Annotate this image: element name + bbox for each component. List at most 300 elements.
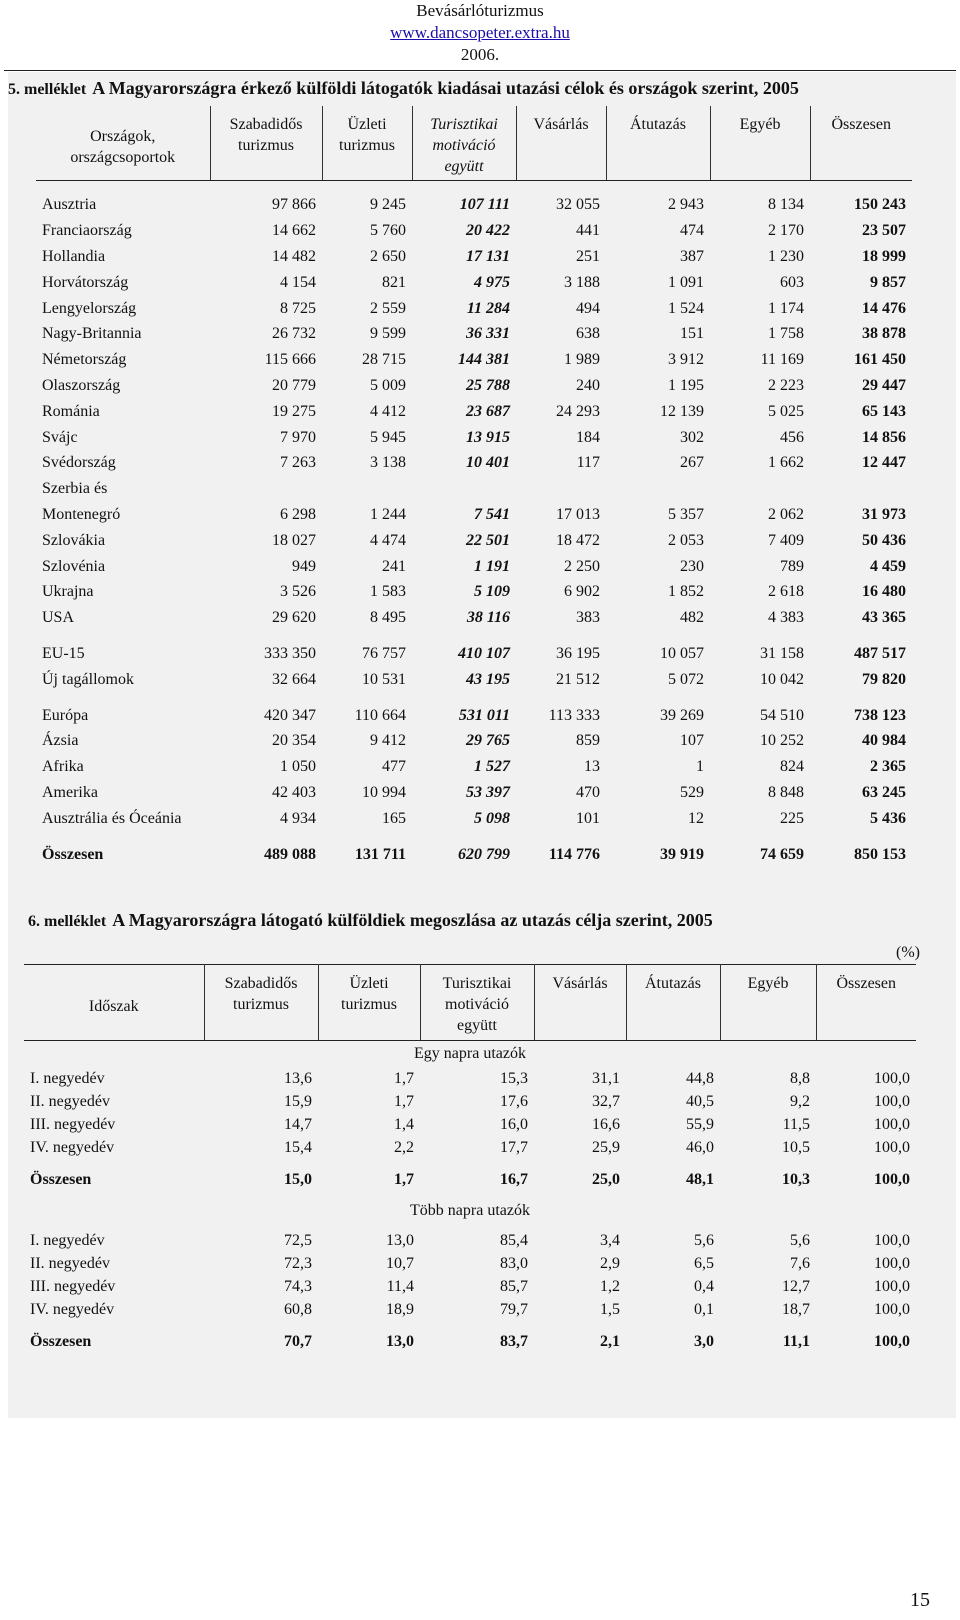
cell-value: 1,7 xyxy=(394,1092,414,1110)
cell-value: 1 244 xyxy=(370,505,406,523)
column-header: Átutazás xyxy=(626,965,720,1041)
cell-value: 16,0 xyxy=(500,1115,528,1133)
cell-value: 1 230 xyxy=(768,247,804,265)
cell-value: 1 xyxy=(696,758,704,776)
cell-value: 21 512 xyxy=(556,670,600,688)
cell-value: 11,4 xyxy=(386,1277,414,1295)
row-label: II. negyedév xyxy=(30,1254,110,1272)
cell-value: 441 xyxy=(576,222,600,240)
cell-value: 603 xyxy=(780,273,804,291)
table-row xyxy=(24,1090,916,1113)
cell-value: 7 970 xyxy=(280,428,316,446)
cell-value: 150 243 xyxy=(854,196,906,214)
cell-value: 489 088 xyxy=(264,845,316,863)
cell-value: 15,4 xyxy=(284,1138,312,1156)
cell-value: 2 053 xyxy=(668,531,704,549)
row-label: IV. negyedév xyxy=(30,1300,115,1318)
cell-value: 25,0 xyxy=(592,1171,620,1188)
cell-value: 70,7 xyxy=(284,1333,312,1350)
cell-value: 38 878 xyxy=(862,325,906,343)
cell-value: 72,3 xyxy=(284,1254,312,1272)
row-label: Összesen xyxy=(30,1333,92,1350)
cell-value: 0,4 xyxy=(694,1277,714,1295)
cell-value: 11,5 xyxy=(782,1115,810,1133)
table-row xyxy=(24,1252,916,1275)
total-row xyxy=(24,1167,916,1193)
cell-value: 529 xyxy=(680,783,704,801)
cell-value: 333 350 xyxy=(264,644,316,662)
cell-value: 31 973 xyxy=(862,505,906,523)
cell-value: 100,0 xyxy=(874,1138,910,1156)
cell-value: 2 062 xyxy=(768,505,804,523)
cell-value: 1 852 xyxy=(668,583,704,601)
cell-value: 18,9 xyxy=(386,1300,414,1318)
cell-value: 859 xyxy=(576,732,600,750)
row-label: Svájc xyxy=(42,428,78,446)
cell-value: 420 347 xyxy=(264,706,316,724)
cell-value: 470 xyxy=(576,783,600,801)
cell-value: 9 857 xyxy=(870,273,906,291)
cell-value: 531 011 xyxy=(458,706,510,724)
cell-value: 25,9 xyxy=(592,1138,620,1156)
row-label: Ausztrália és Óceánia xyxy=(42,809,182,827)
section-row xyxy=(24,1041,916,1068)
table6-unit: (%) xyxy=(896,944,920,961)
spacer-row xyxy=(24,1321,916,1329)
cell-value: 1 989 xyxy=(564,351,600,369)
cell-value xyxy=(210,476,322,502)
spacer-row xyxy=(36,832,912,842)
cell-value: 6 298 xyxy=(280,505,316,523)
cell-value: 12 447 xyxy=(862,454,906,472)
cell-value: 7 541 xyxy=(474,505,510,523)
cell-value: 11,1 xyxy=(782,1333,810,1350)
cell-value: 44,8 xyxy=(686,1069,714,1087)
cell-value: 1 174 xyxy=(768,299,804,317)
table-row xyxy=(36,450,912,476)
row-label: Szlovénia xyxy=(42,557,106,575)
table-row xyxy=(36,476,912,502)
cell-value: 5 098 xyxy=(474,809,510,827)
cell-value: 11 169 xyxy=(760,351,804,369)
table6-tag: 6. melléklet xyxy=(28,913,107,930)
cell-value: 620 799 xyxy=(458,845,510,863)
cell-value: 1,2 xyxy=(600,1277,620,1295)
cell-value: 850 153 xyxy=(854,845,906,863)
cell-value: 24 293 xyxy=(556,402,600,420)
cell-value: 2 170 xyxy=(768,222,804,240)
cell-value xyxy=(516,476,606,502)
column-header: Üzleti turizmus xyxy=(322,106,412,180)
cell-value: 74,3 xyxy=(284,1277,312,1295)
cell-value: 4 154 xyxy=(280,273,316,291)
cell-value: 12 139 xyxy=(660,402,704,420)
cell-value: 15,9 xyxy=(284,1092,312,1110)
cell-value: 474 xyxy=(680,222,704,240)
column-header: Vásárlás xyxy=(534,965,626,1041)
cell-value: 13,0 xyxy=(386,1231,414,1249)
cell-value: 76 757 xyxy=(362,644,406,662)
cell-value: 65 143 xyxy=(862,402,906,420)
table-row xyxy=(36,780,912,806)
cell-value: 638 xyxy=(576,325,600,343)
table-row xyxy=(36,502,912,528)
cell-value: 38 116 xyxy=(466,609,510,627)
cell-value: 39 919 xyxy=(660,845,704,863)
spacer-row xyxy=(36,693,912,703)
table5 xyxy=(36,106,912,868)
cell-value: 100,0 xyxy=(874,1333,910,1350)
cell-value: 107 xyxy=(680,732,704,750)
table-row xyxy=(36,193,912,219)
cell-value xyxy=(810,476,912,502)
row-label: Szlovákia xyxy=(42,531,106,549)
cell-value: 949 xyxy=(292,557,316,575)
cell-value: 17,7 xyxy=(500,1138,528,1156)
cell-value: 9 412 xyxy=(370,732,406,750)
column-header: Turisztikai motiváció együtt xyxy=(420,965,534,1041)
cell-value: 3,0 xyxy=(694,1333,714,1350)
cell-value: 5 009 xyxy=(370,376,406,394)
row-label: Nagy-Britannia xyxy=(42,325,142,343)
cell-value: 100,0 xyxy=(874,1115,910,1133)
row-label: Afrika xyxy=(42,758,84,776)
table-row xyxy=(36,244,912,270)
row-label: Franciaország xyxy=(42,222,132,240)
cell-value: 18 999 xyxy=(862,247,906,265)
cell-value: 1 191 xyxy=(474,557,510,575)
cell-value: 1 050 xyxy=(280,758,316,776)
cell-value: 32,7 xyxy=(592,1092,620,1110)
cell-value: 17 013 xyxy=(556,505,600,523)
cell-value: 5,6 xyxy=(694,1231,714,1249)
spacer-row xyxy=(36,631,912,641)
cell-value: 46,0 xyxy=(686,1138,714,1156)
cell-value: 114 776 xyxy=(548,845,600,863)
cell-value: 1 583 xyxy=(370,583,406,601)
cell-value: 54 510 xyxy=(760,706,804,724)
cell-value: 5 436 xyxy=(870,809,906,827)
cell-value: 2,1 xyxy=(600,1333,620,1350)
cell-value: 63 245 xyxy=(862,783,906,801)
table-row xyxy=(24,1067,916,1090)
cell-value: 74 659 xyxy=(760,845,804,863)
cell-value: 2 650 xyxy=(370,247,406,265)
cell-value: 15,3 xyxy=(500,1069,528,1087)
cell-value: 131 711 xyxy=(354,845,406,863)
cell-value: 1 758 xyxy=(768,325,804,343)
cell-value: 1,7 xyxy=(394,1171,414,1188)
cell-value: 5 760 xyxy=(370,222,406,240)
cell-value: 6 902 xyxy=(564,583,600,601)
cell-value: 3 526 xyxy=(280,583,316,601)
column-header: Üzleti turizmus xyxy=(318,965,420,1041)
table-row xyxy=(24,1113,916,1136)
cell-value: 165 xyxy=(382,809,406,827)
cell-value: 5 109 xyxy=(474,583,510,601)
table-row xyxy=(36,528,912,554)
row-label: Horvátország xyxy=(42,273,129,291)
cell-value: 1 527 xyxy=(474,758,510,776)
cell-value: 240 xyxy=(576,376,600,394)
cell-value: 387 xyxy=(680,247,704,265)
row-label: Összesen xyxy=(30,1171,92,1188)
row-label: USA xyxy=(42,609,75,627)
cell-value: 9 245 xyxy=(370,196,406,214)
cell-value: 10 042 xyxy=(760,670,804,688)
cell-value: 10,5 xyxy=(782,1138,810,1156)
cell-value: 477 xyxy=(382,758,406,776)
cell-value: 10 252 xyxy=(760,732,804,750)
cell-value: 0,1 xyxy=(694,1300,714,1318)
cell-value: 12 xyxy=(688,809,704,827)
row-label: III. negyedév xyxy=(30,1277,116,1295)
cell-value: 482 xyxy=(680,609,704,627)
cell-value: 100,0 xyxy=(874,1231,910,1249)
cell-value: 8 495 xyxy=(370,609,406,627)
column-header: Egyéb xyxy=(710,106,810,180)
cell-value: 43 365 xyxy=(862,609,906,627)
cell-value: 22 501 xyxy=(466,531,510,549)
cell-value: 267 xyxy=(680,454,704,472)
cell-value: 29 765 xyxy=(466,732,510,750)
cell-value: 8,8 xyxy=(790,1069,810,1087)
row-label: Európa xyxy=(42,706,89,724)
cell-value: 4 412 xyxy=(370,402,406,420)
cell-value: 17,6 xyxy=(500,1092,528,1110)
cell-value: 8 134 xyxy=(768,196,804,214)
cell-value: 3,4 xyxy=(600,1231,620,1249)
cell-value: 39 269 xyxy=(660,706,704,724)
cell-value: 7 263 xyxy=(280,454,316,472)
table5-header-row xyxy=(36,106,912,180)
cell-value: 101 xyxy=(576,809,600,827)
cell-value: 1,5 xyxy=(600,1300,620,1318)
header-year: 2006. xyxy=(460,45,500,64)
cell-value: 14 856 xyxy=(862,428,906,446)
cell-value: 738 123 xyxy=(854,706,906,724)
cell-value: 3 138 xyxy=(370,454,406,472)
row-label: IV. negyedév xyxy=(30,1138,115,1156)
table6 xyxy=(24,964,916,1355)
cell-value: 151 xyxy=(680,325,704,343)
cell-value: 55,9 xyxy=(686,1115,714,1133)
cell-value: 4 459 xyxy=(870,557,906,575)
cell-value: 115 666 xyxy=(264,351,316,369)
column-header: Összesen xyxy=(810,106,912,180)
cell-value: 31 158 xyxy=(760,644,804,662)
cell-value: 5,6 xyxy=(790,1231,810,1249)
spacer-row xyxy=(24,1159,916,1167)
cell-value: 1,7 xyxy=(394,1069,414,1087)
cell-value: 4 934 xyxy=(280,809,316,827)
cell-value: 8 848 xyxy=(768,783,804,801)
row-label: Montenegró xyxy=(42,505,121,523)
cell-value: 50 436 xyxy=(862,531,906,549)
cell-value: 5 357 xyxy=(668,505,704,523)
cell-value: 10 057 xyxy=(660,644,704,662)
cell-value: 107 111 xyxy=(459,196,510,214)
cell-value: 1,4 xyxy=(394,1115,414,1133)
table-row xyxy=(36,728,912,754)
cell-value: 14 476 xyxy=(862,299,906,317)
cell-value: 85,4 xyxy=(500,1231,528,1249)
row-label: EU-15 xyxy=(42,644,85,662)
row-label: Ausztria xyxy=(42,196,97,214)
cell-value: 4 474 xyxy=(370,531,406,549)
table-row xyxy=(24,1136,916,1159)
cell-value: 12,7 xyxy=(782,1277,810,1295)
cell-value: 487 517 xyxy=(854,644,906,662)
cell-value: 83,0 xyxy=(500,1254,528,1272)
table-row xyxy=(36,579,912,605)
cell-value: 383 xyxy=(576,609,600,627)
table-row xyxy=(36,321,912,347)
table-row xyxy=(36,703,912,729)
cell-value: 2 943 xyxy=(668,196,704,214)
cell-value: 2 559 xyxy=(370,299,406,317)
cell-value: 100,0 xyxy=(874,1300,910,1318)
cell-value: 18 027 xyxy=(272,531,316,549)
cell-value: 5 072 xyxy=(668,670,704,688)
cell-value: 824 xyxy=(780,758,804,776)
cell-value: 1 195 xyxy=(668,376,704,394)
table-row xyxy=(36,641,912,667)
row-label: Olaszország xyxy=(42,376,121,394)
table-row xyxy=(36,347,912,373)
table-row xyxy=(36,806,912,832)
cell-value: 97 866 xyxy=(272,196,316,214)
table6-body xyxy=(24,1041,916,1356)
row-label: Románia xyxy=(42,402,100,420)
cell-value: 85,7 xyxy=(500,1277,528,1295)
cell-value: 1 091 xyxy=(668,273,704,291)
cell-value xyxy=(710,476,810,502)
cell-value: 110 664 xyxy=(354,706,406,724)
cell-value: 29 447 xyxy=(862,376,906,394)
total-row xyxy=(24,1329,916,1355)
row-label: Ukrajna xyxy=(42,583,94,601)
cell-value: 31,1 xyxy=(592,1069,620,1087)
row-label: Új tagállomok xyxy=(42,670,134,688)
cell-value: 1 662 xyxy=(768,454,804,472)
cell-value: 302 xyxy=(680,428,704,446)
cell-value: 10,3 xyxy=(782,1171,810,1188)
cell-value: 2 618 xyxy=(768,583,804,601)
cell-value: 2 223 xyxy=(768,376,804,394)
cell-value: 11 284 xyxy=(466,299,510,317)
cell-value: 20 422 xyxy=(466,222,510,240)
cell-value: 42 403 xyxy=(272,783,316,801)
row-label: II. negyedév xyxy=(30,1092,110,1110)
cell-value: 18 472 xyxy=(556,531,600,549)
table6-header-row xyxy=(24,965,916,1041)
cell-value: 100,0 xyxy=(874,1069,910,1087)
row-label: I. negyedév xyxy=(30,1231,105,1249)
cell-value: 36 195 xyxy=(556,644,600,662)
cell-value xyxy=(606,476,710,502)
cell-value: 9 599 xyxy=(370,325,406,343)
cell-value: 83,7 xyxy=(500,1333,528,1350)
row-label: Németország xyxy=(42,351,127,369)
column-header: Országok, országcsoportok xyxy=(36,106,210,180)
cell-value: 48,1 xyxy=(686,1171,714,1188)
row-label: Szerbia és xyxy=(42,480,108,498)
column-header: Vásárlás xyxy=(516,106,606,180)
cell-value: 14 482 xyxy=(272,247,316,265)
cell-value: 3 188 xyxy=(564,273,600,291)
cell-value: 5 945 xyxy=(370,428,406,446)
cell-value: 113 333 xyxy=(548,706,600,724)
cell-value: 10,7 xyxy=(386,1254,414,1272)
cell-value: 100,0 xyxy=(874,1092,910,1110)
cell-value: 7 409 xyxy=(768,531,804,549)
cell-value: 821 xyxy=(382,273,406,291)
cell-value: 161 450 xyxy=(854,351,906,369)
column-header: Szabadidős turizmus xyxy=(204,965,318,1041)
cell-value: 184 xyxy=(576,428,600,446)
cell-value: 14,7 xyxy=(284,1115,312,1133)
cell-value: 43 195 xyxy=(466,670,510,688)
cell-value: 10 401 xyxy=(466,454,510,472)
cell-value: 100,0 xyxy=(874,1254,910,1272)
cell-value: 23 687 xyxy=(466,402,510,420)
table-row xyxy=(36,373,912,399)
cell-value: 60,8 xyxy=(284,1300,312,1318)
cell-value: 9,2 xyxy=(790,1092,810,1110)
cell-value: 79,7 xyxy=(500,1300,528,1318)
row-label: Összesen xyxy=(42,845,104,863)
cell-value: 225 xyxy=(780,809,804,827)
header-url-link[interactable]: www.dancsopeter.extra.hu xyxy=(390,23,570,42)
row-label: Amerika xyxy=(42,783,98,801)
row-label: Ázsia xyxy=(42,732,79,750)
table5-body xyxy=(36,180,912,868)
cell-value: 32 055 xyxy=(556,196,600,214)
section-label: Több napra utazók xyxy=(410,1202,530,1219)
cell-value: 18,7 xyxy=(782,1300,810,1318)
cell-value: 456 xyxy=(780,428,804,446)
table-row xyxy=(36,296,912,322)
row-label: I. negyedév xyxy=(30,1069,105,1087)
cell-value: 100,0 xyxy=(874,1171,910,1188)
cell-value: 10 531 xyxy=(362,670,406,688)
table-row xyxy=(36,554,912,580)
table6-image-block xyxy=(8,902,956,1418)
column-header: Átutazás xyxy=(606,106,710,180)
cell-value: 16,6 xyxy=(592,1115,620,1133)
cell-value: 8 725 xyxy=(280,299,316,317)
cell-value: 3 912 xyxy=(668,351,704,369)
cell-value: 5 025 xyxy=(768,402,804,420)
table-row xyxy=(36,605,912,631)
cell-value: 19 275 xyxy=(272,402,316,420)
table6-title xyxy=(28,910,713,931)
cell-value xyxy=(322,476,412,502)
column-header: Egyéb xyxy=(720,965,816,1041)
cell-value: 789 xyxy=(780,557,804,575)
row-label: III. negyedév xyxy=(30,1115,116,1133)
cell-value: 10 994 xyxy=(362,783,406,801)
table-row xyxy=(24,1275,916,1298)
table-row xyxy=(36,218,912,244)
cell-value: 13,0 xyxy=(386,1333,414,1350)
table6-title-text: A Magyarországra látogató külföldiek megoszlása az utazás célja szerint, 2005 xyxy=(112,910,713,930)
column-header: Szabadidős turizmus xyxy=(210,106,322,180)
table5-image-block xyxy=(8,72,956,902)
cell-value: 144 381 xyxy=(458,351,510,369)
cell-value: 16,7 xyxy=(500,1171,528,1188)
